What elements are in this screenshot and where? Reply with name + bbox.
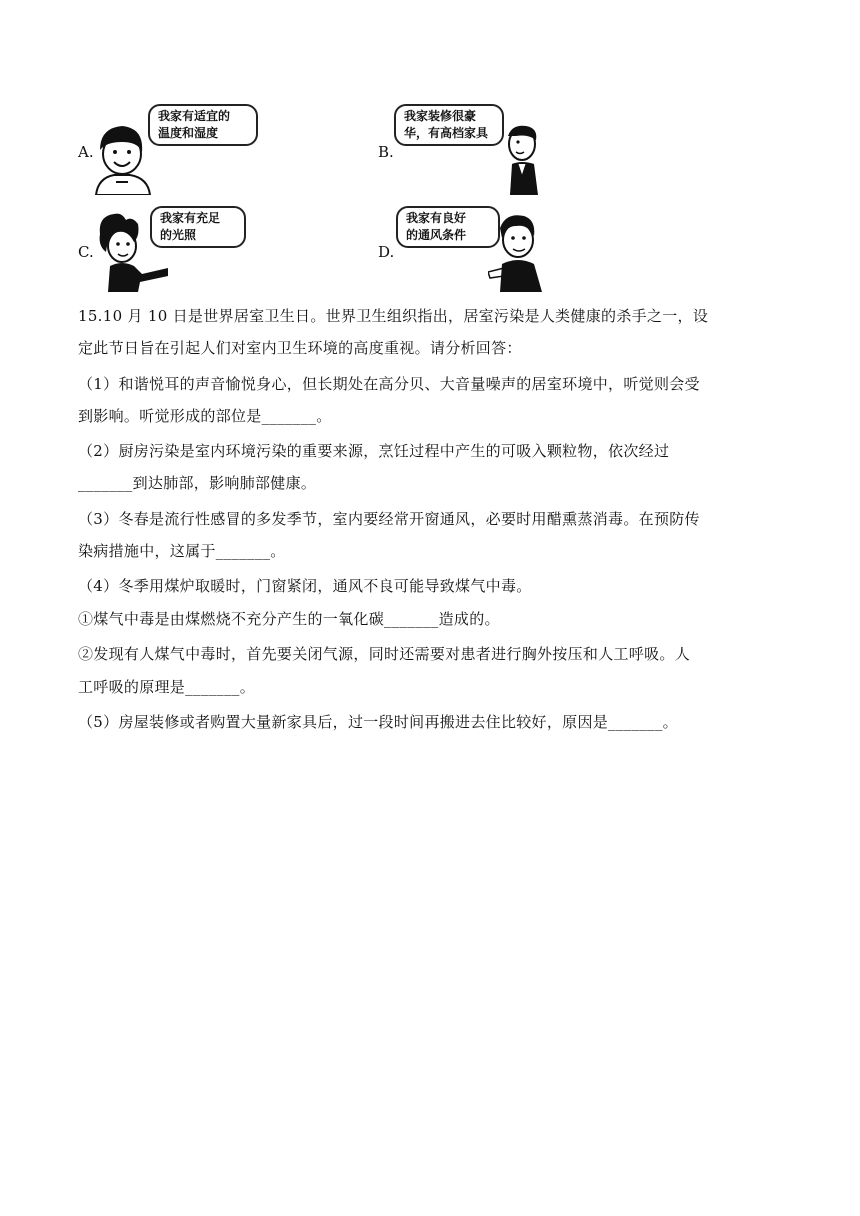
question-line: （5）房屋装修或者购置大量新家具后，过一段时间再搬进去住比较好，原因是_______。 (78, 713, 678, 731)
boy-figure-a (92, 120, 152, 195)
man-figure-b (498, 120, 546, 195)
question-line: _______到达肺部，影响肺部健康。 (78, 474, 317, 492)
speech-a-line-2: 温度和湿度 (158, 126, 219, 140)
option-b-label: B. (378, 143, 394, 161)
speech-bubble-c (150, 206, 246, 248)
question-line: ②发现有人煤气中毒时，首先要关闭气源，同时还需要对患者进行胸外按压和人工呼吸。人 (78, 645, 691, 663)
question-line: （3）冬春是流行性感冒的多发季节，室内要经常开窗通风，必要时用醋熏蒸消毒。在预防传 (78, 510, 700, 528)
question-line: （1）和谐悦耳的声音愉悦身心，但长期处在高分贝、大音量噪声的居室环境中，听觉则会受 (78, 375, 700, 393)
speech-b-line-1: 我家装修很豪 (404, 109, 477, 123)
boy-figure-d (488, 212, 546, 292)
question-line: 15.10 月 10 日是世界居室卫生日。世界卫生组织指出，居室污染是人类健康的杀手之一，设 (78, 307, 709, 325)
question-line: 工呼吸的原理是_______。 (78, 678, 256, 696)
question-line: ①煤气中毒是由煤燃烧不充分产生的一氧化碳_______造成的。 (78, 610, 500, 628)
speech-bubble-d (396, 206, 500, 248)
speech-d-line-2: 的通风条件 (406, 228, 467, 242)
speech-a-line-1: 我家有适宜的 (158, 109, 231, 123)
question-line: （2）厨房污染是室内环境污染的重要来源，烹饪过程中产生的可吸入颗粒物，依次经过 (78, 442, 670, 460)
speech-c-line-1: 我家有充足 (160, 211, 221, 225)
speech-d-line-1: 我家有良好 (406, 211, 467, 225)
option-d-label: D. (378, 243, 395, 261)
speech-bubble-b (394, 104, 504, 146)
option-c-label: C. (78, 243, 94, 261)
speech-c-line-2: 的光照 (160, 228, 197, 242)
option-a-label: A. (78, 143, 94, 161)
speech-b-line-2: 华，有高档家具 (404, 126, 489, 140)
question-line: 定此节日旨在引起人们对室内卫生环境的高度重视。请分析回答： (78, 339, 522, 357)
question-line: 染病措施中，这属于_______。 (78, 542, 286, 560)
question-line: 到影响。听觉形成的部位是_______。 (78, 407, 332, 425)
speech-bubble-a (148, 104, 258, 146)
question-line: （4）冬季用煤炉取暖时，门窗紧闭，通风不良可能导致煤气中毒。 (78, 577, 532, 595)
